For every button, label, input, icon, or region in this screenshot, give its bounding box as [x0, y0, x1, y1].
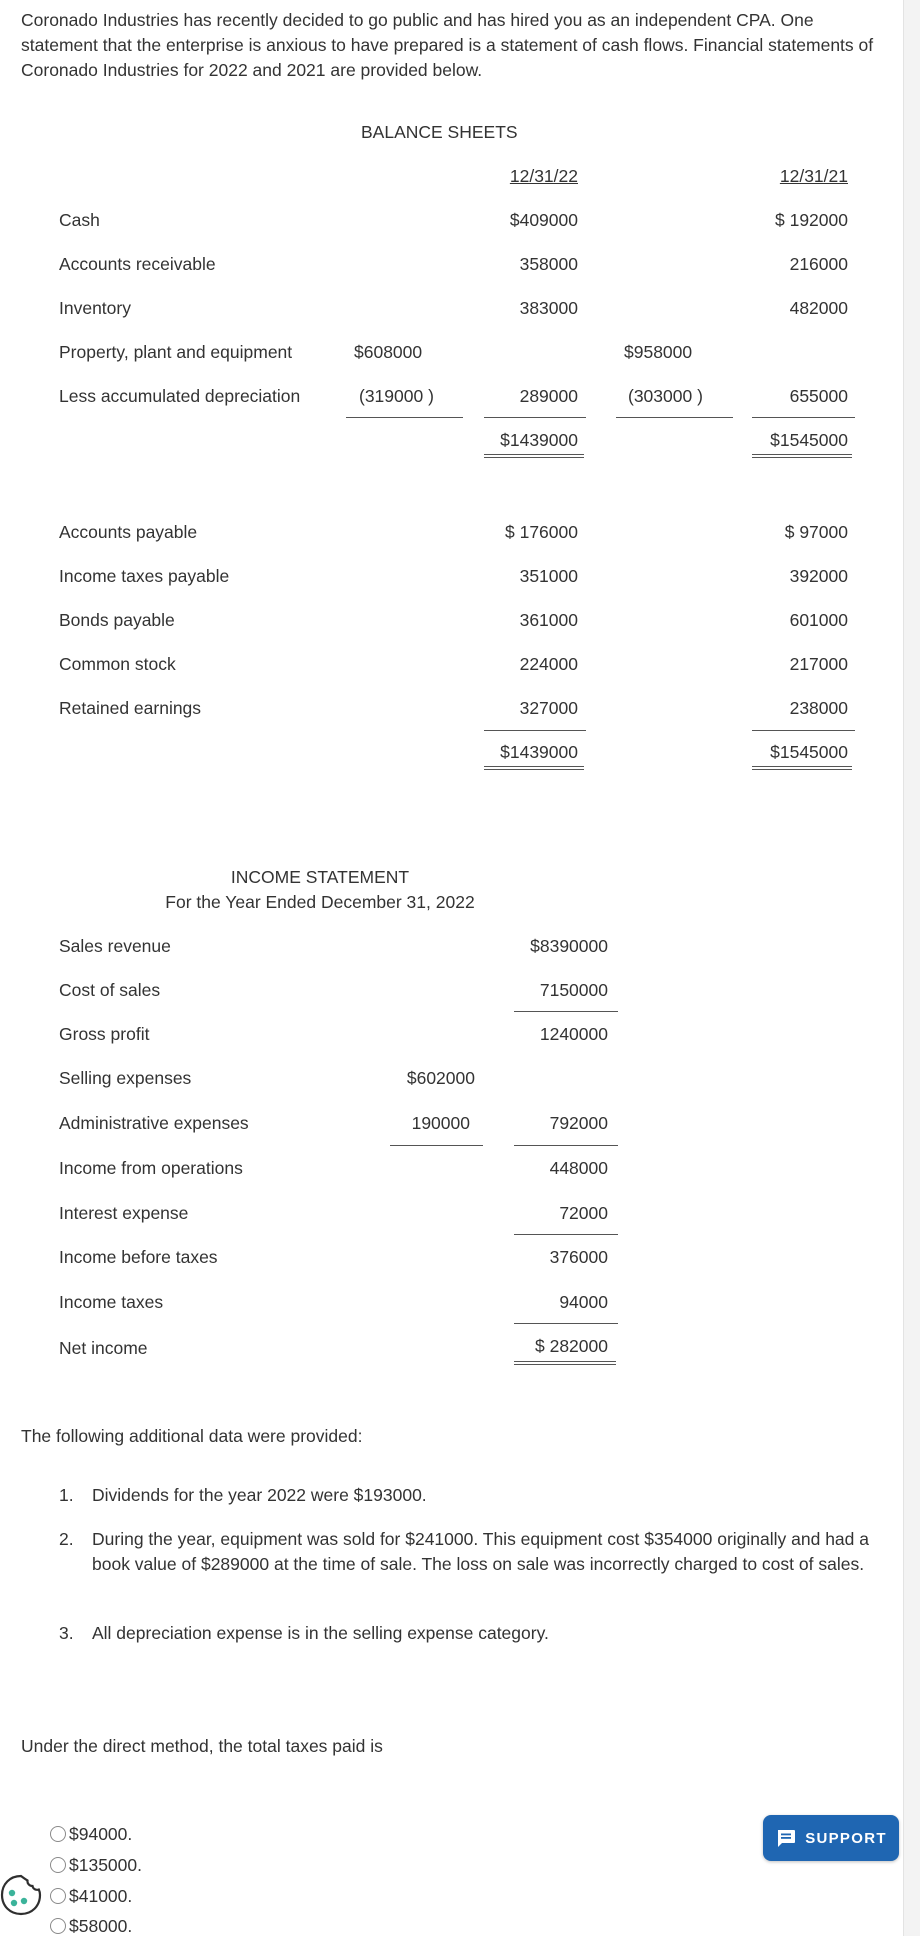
- row-label: Property, plant and equipment: [59, 342, 293, 362]
- total-liab-equity-2021: $1545000: [770, 742, 848, 762]
- subvalue-2022: (319000 ): [359, 386, 434, 406]
- double-rule: [484, 454, 584, 458]
- radio-button[interactable]: [50, 1826, 66, 1842]
- row-value: 1240000: [539, 1024, 608, 1044]
- value-2021: $ 192000: [775, 210, 848, 230]
- row-label: Inventory: [59, 298, 131, 318]
- list-text: Dividends for the year 2022 were $193000.: [92, 1485, 427, 1505]
- option-label: $58000.: [69, 1916, 133, 1936]
- total-liab-equity-2022: $1439000: [500, 742, 578, 762]
- col-header-2022: 12/31/22: [509, 166, 578, 186]
- value-2021: 655000: [789, 386, 848, 406]
- value-2022: 383000: [519, 298, 578, 318]
- value-2021: 482000: [789, 298, 848, 318]
- support-button[interactable]: [763, 1815, 899, 1861]
- double-rule: [752, 454, 852, 458]
- option-a[interactable]: [50, 1823, 132, 1845]
- chat-icon: [775, 1827, 797, 1849]
- option-d[interactable]: [50, 1915, 132, 1937]
- income-statement-subtitle: For the Year Ended December 31, 2022: [165, 892, 475, 912]
- row-label: Retained earnings: [59, 698, 202, 718]
- balance-sheet-title: BALANCE SHEETS: [361, 122, 518, 142]
- row-label: Interest expense: [59, 1203, 189, 1223]
- list-text: All depreciation expense is in the selling expense category.: [92, 1623, 549, 1643]
- rule: [514, 1145, 618, 1146]
- double-rule: [484, 766, 584, 770]
- subvalue-2021: (303000 ): [628, 386, 703, 406]
- row-label: Gross profit: [59, 1024, 150, 1044]
- double-rule: [752, 766, 852, 770]
- row-label: Less accumulated depreciation: [59, 386, 301, 406]
- row-value: 94000: [559, 1292, 608, 1312]
- row-value: 448000: [549, 1158, 608, 1178]
- rule: [514, 1011, 618, 1012]
- radio-button[interactable]: [50, 1918, 66, 1934]
- value-2021: 392000: [789, 566, 848, 586]
- value-2022: 327000: [519, 698, 578, 718]
- value-2022: $ 176000: [505, 522, 578, 542]
- additional-heading: The following additional data were provided:: [21, 1426, 363, 1446]
- cookie-icon[interactable]: [0, 1872, 44, 1918]
- row-value: 7150000: [539, 980, 608, 1000]
- row-value: 72000: [559, 1203, 608, 1223]
- option-label: $41000.: [69, 1886, 133, 1906]
- row-label: Bonds payable: [59, 610, 175, 630]
- radio-button[interactable]: [50, 1888, 66, 1904]
- row-subvalue: $602000: [406, 1068, 475, 1088]
- value-2022: $409000: [509, 210, 578, 230]
- row-value: $8390000: [530, 936, 608, 956]
- row-label: Cost of sales: [59, 980, 161, 1000]
- rule: [752, 417, 855, 418]
- subvalue-2022: $608000: [354, 342, 423, 362]
- intro-text: Coronado Industries has recently decided to go public and has hired you as an independent CPA. One statement that the enterprise is anxious to have prepared is a statement of cash flows. Financial statements of Coronado Industries for 2022 and 2021 are provided below.: [21, 10, 874, 80]
- support-label: SUPPORT: [805, 1829, 887, 1847]
- list-text: During the year, equipment was sold for $241000. This equipment cost $354000 originally and had a book value of $289000 at the time of sale. The loss on sale was incorrectly charged to cost of sales.: [92, 1529, 869, 1574]
- value-2022: 358000: [519, 254, 578, 274]
- net-income-value: $ 282000: [535, 1336, 608, 1356]
- row-label: Income from operations: [59, 1158, 243, 1178]
- total-assets-2021: $1545000: [770, 430, 848, 450]
- value-2021: 217000: [789, 654, 848, 674]
- row-label: Selling expenses: [59, 1068, 192, 1088]
- value-2022: 361000: [519, 610, 578, 630]
- row-label: Common stock: [59, 654, 176, 674]
- option-b[interactable]: [50, 1854, 142, 1876]
- list-number: 3.: [59, 1623, 74, 1643]
- rule: [514, 1323, 618, 1324]
- rule: [752, 730, 855, 731]
- subvalue-2021: $958000: [624, 342, 693, 362]
- row-label: Net income: [59, 1338, 148, 1358]
- question-text: Under the direct method, the total taxes paid is: [21, 1736, 383, 1756]
- row-label: Administrative expenses: [59, 1113, 249, 1133]
- income-statement-title: INCOME STATEMENT: [230, 867, 410, 887]
- row-value: 376000: [549, 1247, 608, 1267]
- total-assets-2022: $1439000: [500, 430, 578, 450]
- value-2022: 289000: [519, 386, 578, 406]
- row-value: 792000: [549, 1113, 608, 1133]
- rule: [390, 1145, 483, 1146]
- double-rule: [514, 1361, 616, 1365]
- rule: [616, 417, 733, 418]
- radio-button[interactable]: [50, 1857, 66, 1873]
- row-label: Accounts payable: [59, 522, 198, 542]
- option-label: $135000.: [69, 1855, 142, 1875]
- row-label: Cash: [59, 210, 100, 230]
- row-label: Accounts receivable: [59, 254, 216, 274]
- row-label: Income taxes payable: [59, 566, 230, 586]
- value-2021: 216000: [789, 254, 848, 274]
- option-c[interactable]: [50, 1885, 132, 1907]
- rule: [346, 417, 463, 418]
- row-subvalue: 190000: [411, 1113, 470, 1133]
- scroll-gutter: [904, 0, 920, 1936]
- row-label: Income taxes: [59, 1292, 164, 1312]
- list-number: 2.: [59, 1529, 74, 1549]
- rule: [484, 730, 586, 731]
- value-2022: 351000: [519, 566, 578, 586]
- rule: [514, 1234, 618, 1235]
- option-label: $94000.: [69, 1824, 133, 1844]
- value-2021: $ 97000: [784, 522, 848, 542]
- col-header-2021: 12/31/21: [779, 166, 848, 186]
- row-label: Sales revenue: [59, 936, 171, 956]
- list-number: 1.: [59, 1485, 74, 1505]
- value-2021: 238000: [789, 698, 848, 718]
- rule: [484, 417, 586, 418]
- value-2021: 601000: [789, 610, 848, 630]
- row-label: Income before taxes: [59, 1247, 218, 1267]
- value-2022: 224000: [519, 654, 578, 674]
